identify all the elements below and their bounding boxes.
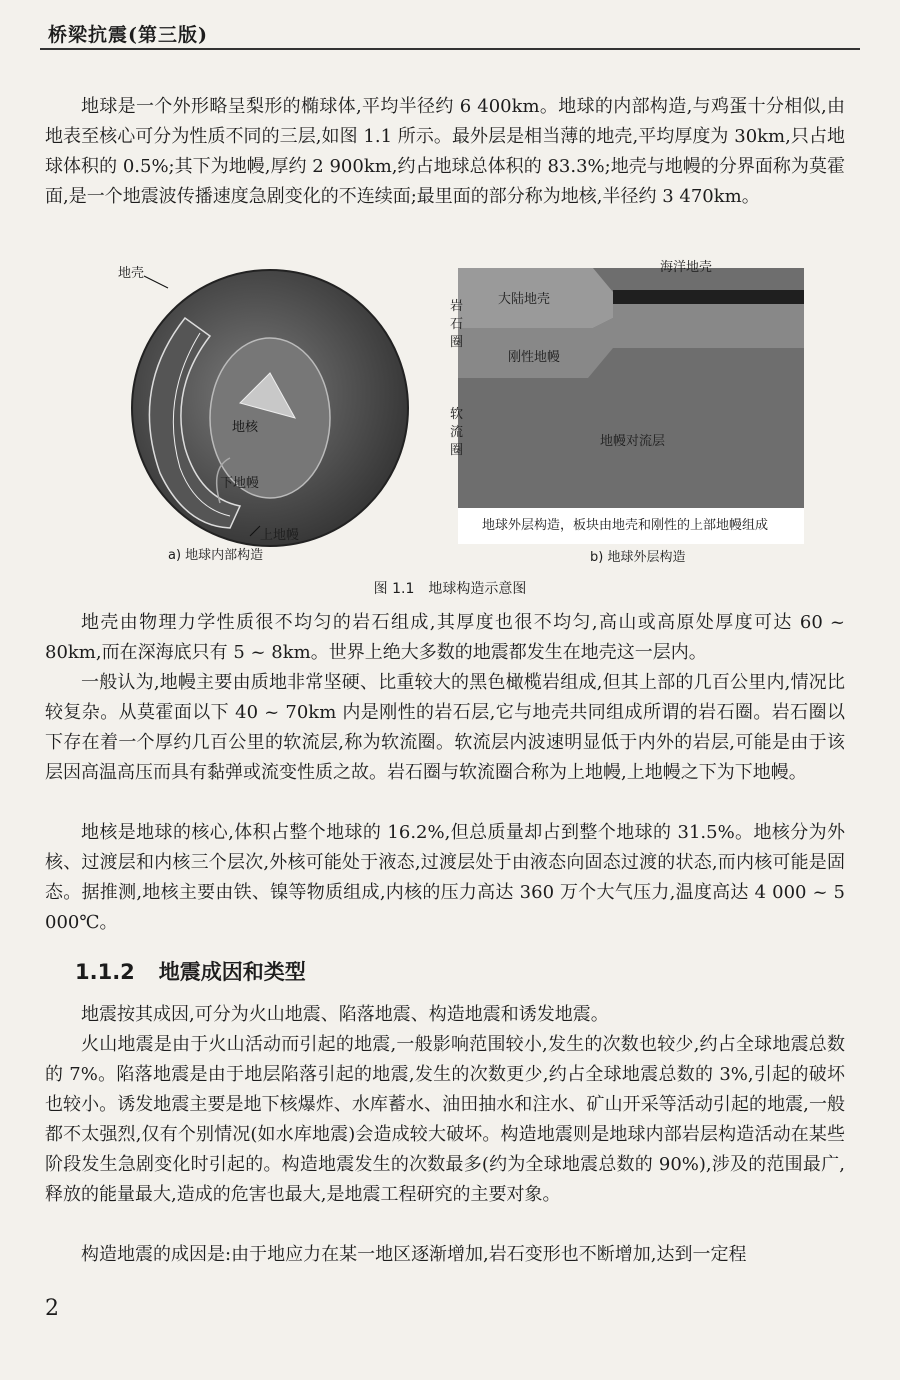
paragraph-core: 地核是地球的核心,体积占整个地球的 16.2%,但总质量却占到整个地球的 31.5%。地核分为外核、过渡层和内核三个层次,外核可能处于液态,过渡层处于由液态向固态过渡的状态,而内核可能是固态。据推测,地核主要由铁、镍等物质组成,内核的压力高达 360 万个大气压力,温度高达 4 000 ~ 5 000℃。 [45,822,845,933]
figure-1-1 [90,258,810,598]
section-title: 地震成因和类型 [158,960,306,984]
label-continental-crust: 大陆地壳 [498,292,551,307]
paragraph-earthquake-types: 地震按其成因,可分为火山地震、陷落地震、构造地震和诱发地震。 [81,1004,609,1025]
paragraph-tectonic-cause: 构造地震的成因是:由于地应力在某一地区逐渐增加,岩石变形也不断增加,达到一定程 [81,1244,747,1265]
running-header [40,14,860,50]
earth-interior-diagram [90,258,420,558]
paragraph-earth-structure: 地球是一个外形略呈梨形的椭球体,平均半径约 6 400km。地球的内部构造,与鸡蛋十分相似,由地表至核心可分为性质不同的三层,如图 1.1 所示。最外层是相当薄的地壳,平均厚度为 30km,只占地球体积的 0.5%;其下为地幔,厚约 2 900km,约占地球总体积的 83.3%;地壳与地幔的分界面称为莫霍面,是一个地震波传播速度急剧变化的不连续面;最里面的部分称为地核,半径约 3 470km。 [45,96,845,207]
section-number: 1.1.2 [75,960,135,984]
label-crust: 地壳 [118,266,145,281]
subcaption-a: a) 地球内部构造 [168,548,264,563]
label-asthenosphere: 软 流 圈 [450,407,464,458]
book-title: 桥梁抗震(第三版) [48,24,208,46]
figure-caption: 图 1.1 地球构造示意图 [373,581,527,597]
label-box-note: 地球外层构造，板块由地壳和刚性的上部地幔组成 [482,518,769,533]
earth-outer-structure-diagram [458,268,804,544]
label-rigid-mantle: 刚性地幔 [508,350,561,365]
paragraph-crust: 地壳由物理力学性质很不均匀的岩石组成,其厚度也很不均匀,高山或高原处厚度可达 60 ~ 80km,而在深海底只有 5 ~ 8km。世界上绝大多数的地震都发生在地壳这一层内。 [45,612,845,663]
paragraph-mantle: 一般认为,地幔主要由质地非常坚硬、比重较大的黑色橄榄岩组成,但其上部的几百公里内,情况比较复杂。从莫霍面以下 40 ~ 70km 内是刚性的岩石层,它与地壳共同组成所谓的岩石圈。岩石圈以下存在着一个厚约几百公里的软流层,称为软流圈。软流层内波速明显低于内外的岩层,可能是由于该层因高温高压而具有黏弹或流变性质之故。岩石圈与软流圈合称为上地幔,上地幔之下为下地幔。 [45,672,845,783]
label-convection: 地幔对流层 [600,434,666,449]
paragraph-earthquake-details: 火山地震是由于火山活动而引起的地震,一般影响范围较小,发生的次数也较少,约占全球地震总数的 7%。陷落地震是由于地层陷落引起的地震,发生的次数更少,约占全球地震总数的 3%,引起的破坏也较小。诱发地震主要是地下核爆炸、水库蓄水、油田抽水和注水、矿山开采等活动引起的地震,一般都不太强烈,仅有个别情况(如水库地震)会造成较大破坏。构造地震则是地球内部岩层构造活动在某些阶段发生急剧变化时引起的。构造地震发生的次数最多(约为全球地震总数的 90%),涉及的范围最广,释放的能量最大,造成的危害也最大,是地震工程研究的主要对象。 [45,1034,845,1205]
section-heading [75,956,306,986]
label-lower-mantle: 下地幔 [220,476,260,491]
label-upper-mantle: 上地幔 [260,528,300,543]
subcaption-b: b) 地球外层构造 [590,550,686,565]
label-ocean-crust: 海洋地壳 [660,260,713,275]
page-number: 2 [45,1296,59,1321]
label-core: 地核 [232,420,259,435]
label-lithosphere: 岩 石 圈 [450,299,464,350]
